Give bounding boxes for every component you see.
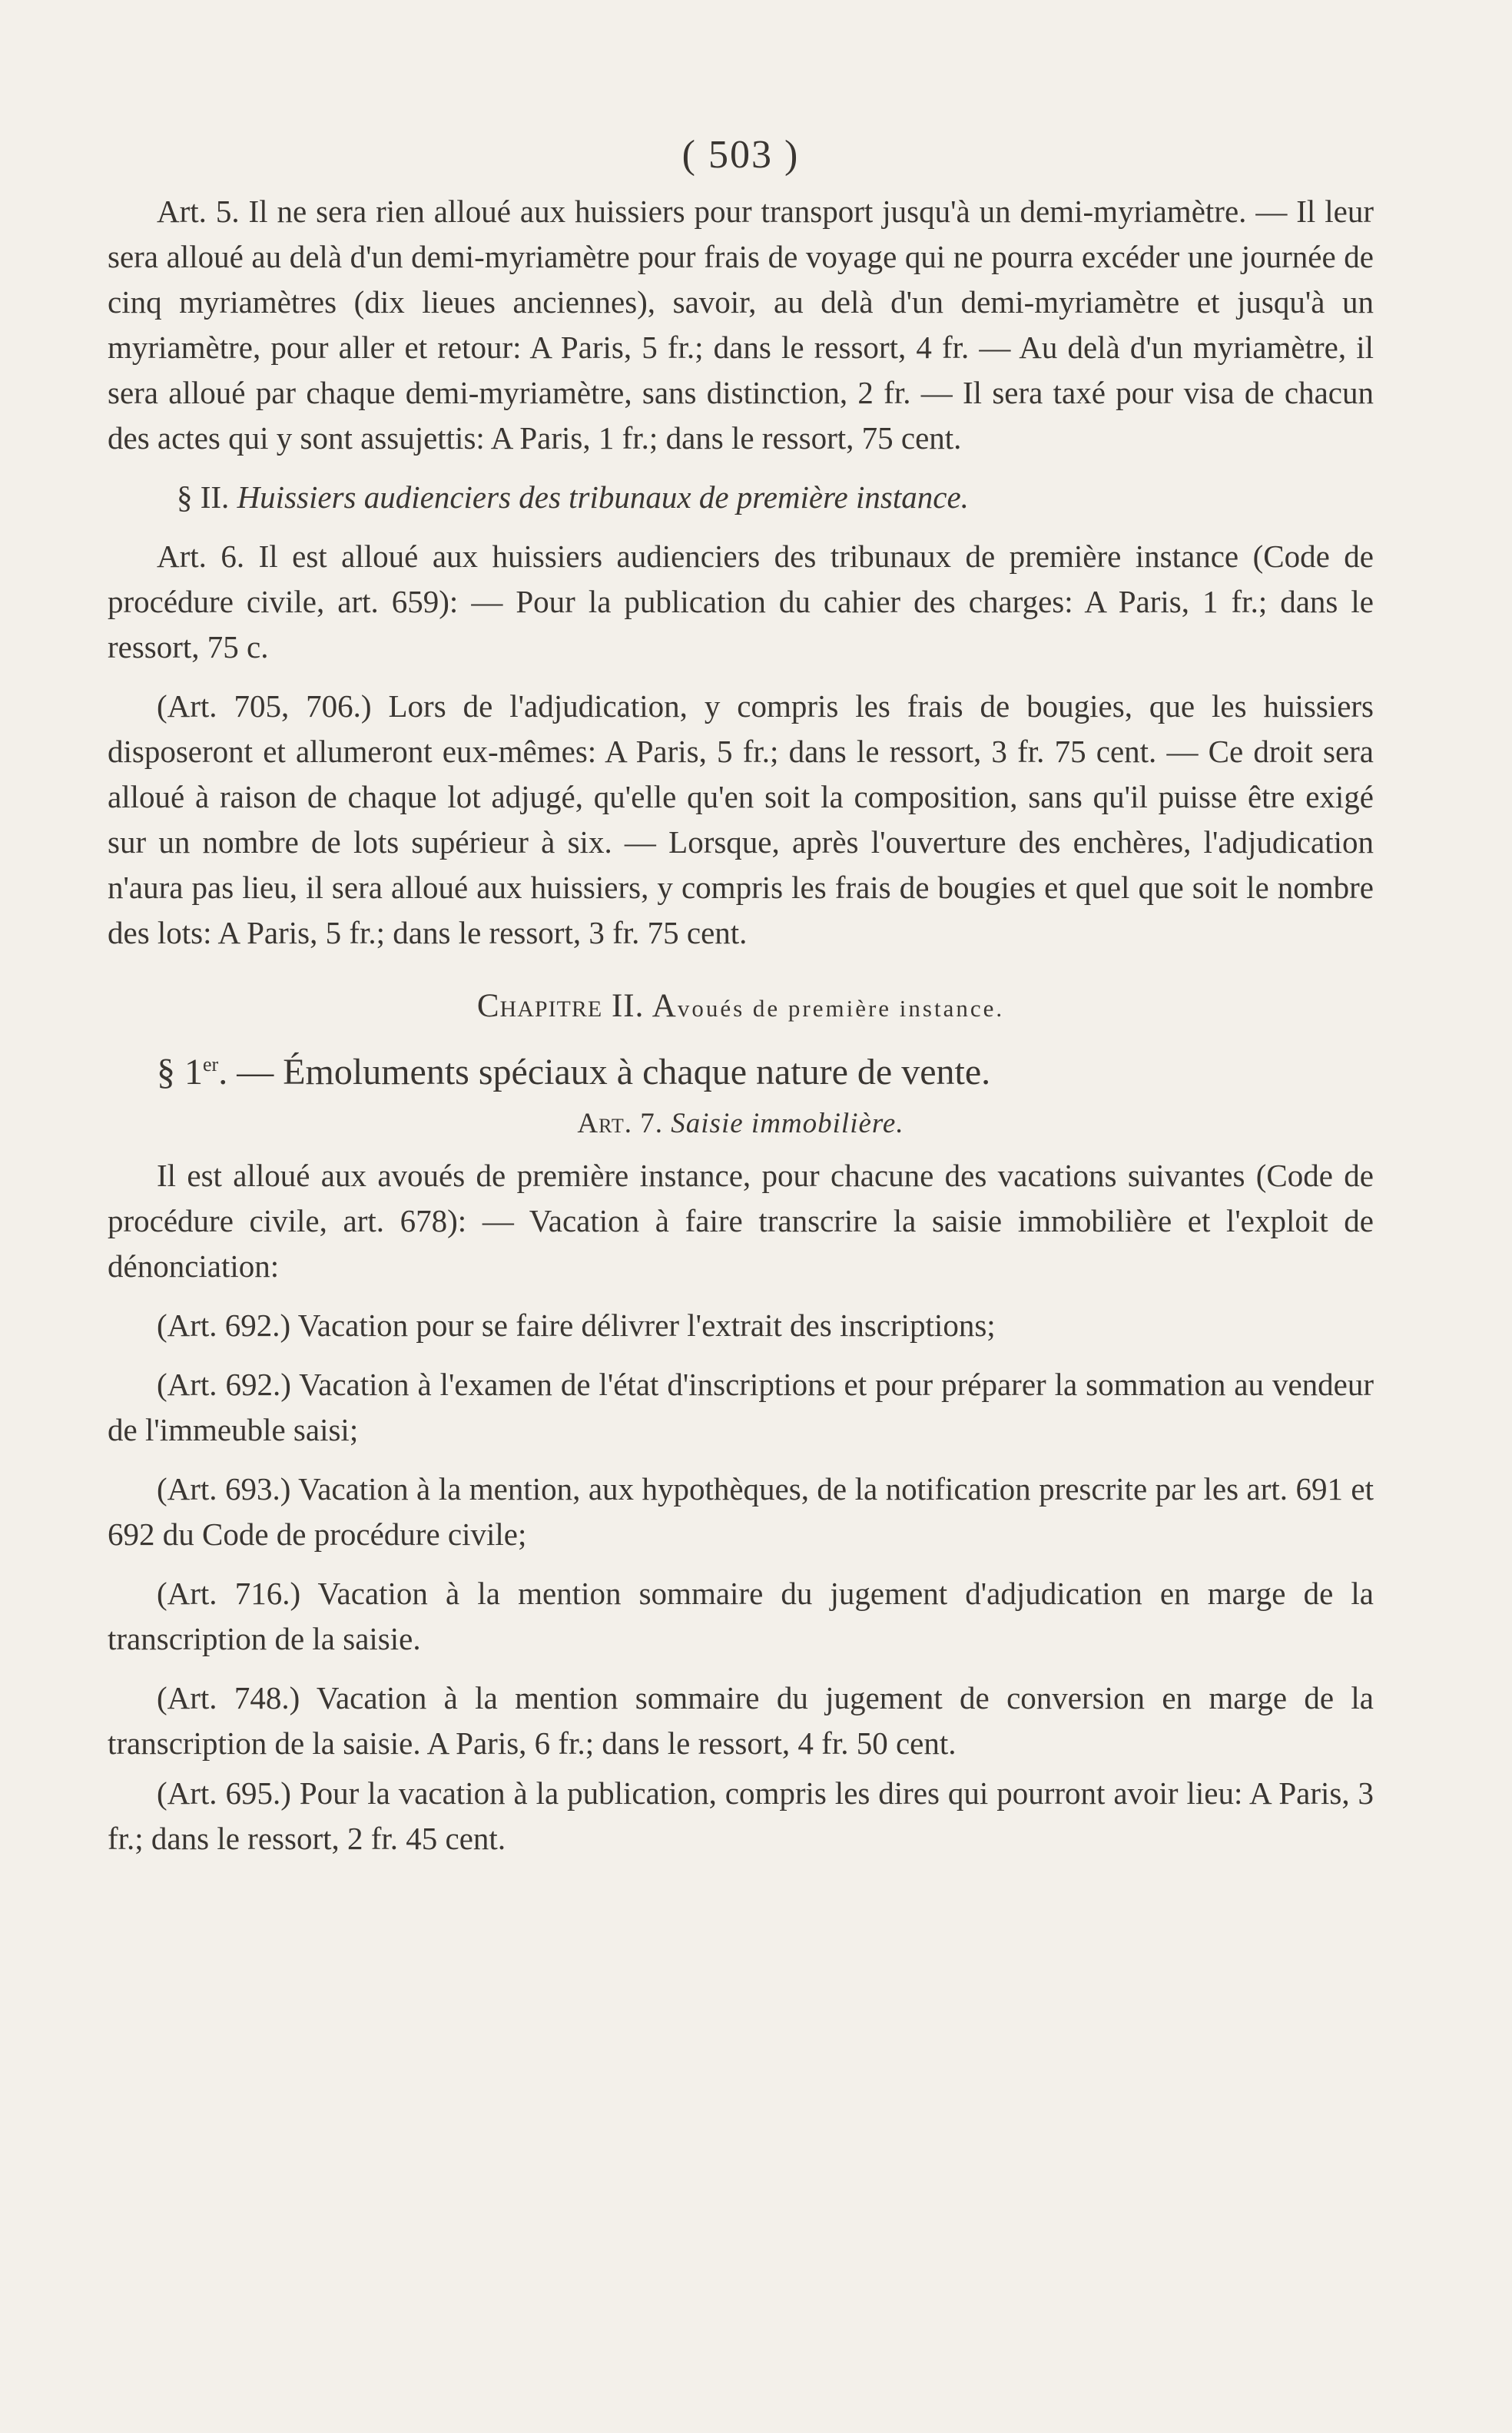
subsection-title: . — Émoluments spéciaux à chaque nature de vente. [218,1052,991,1092]
paragraph-art-693: (Art. 693.) Vacation à la mention, aux hypothèques, de la notification prescrite par les art. 691 et 692 du Code de procédure civile; [108,1471,1374,1552]
article-number: Art. 7. [577,1108,664,1139]
subsection-ordinal: er [203,1053,219,1076]
subsection-heading [108,1039,1374,1098]
article-heading-7 [108,1102,1374,1145]
section-number: § II. [177,479,230,515]
paragraph-art-692b: (Art. 692.) Vacation à l'examen de l'état d'inscriptions et pour préparer la sommation au vendeur de l'immeuble saisi; [108,1367,1374,1447]
chapter-title-initial: A [652,988,678,1024]
paragraph-art-705: (Art. 705, 706.) Lors de l'adjudication, y compris les frais de bougies, que les huissiers disposeront et allumeront eux-mêmes: A Paris, 5 fr.; dans le ressort, 3 fr. 75 cent. — Ce droit sera alloué à raison de chaque lot adjugé, qu'elle qu'en soit la composition, sans qu'il puisse être exigé sur un nombre de lots supérieur à six. — Lorsque, après l'ouverture des enchères, l'adjudication n'aura pas lieu, il sera alloué aux huissiers, y compris les frais de bougies et quel que soit le nombre des lots: A Paris, 5 fr.; dans le ressort, 3 fr. 75 cent. [108,688,1374,950]
subsection-number: § 1 [157,1052,203,1092]
chapter-heading [108,983,1374,1032]
paragraph-art-6: Art. 6. Il est alloué aux huissiers audienciers des tribunaux de première instance (Code de procédure civile, art. 659): — Pour la publication du cahier des charges: A Paris, 1 fr.; dans le ressort, 75 c. [108,539,1374,665]
chapter-title-rest: voués de première instance. [677,995,1005,1022]
paragraph-art-7-intro: Il est alloué aux avoués de première instance, pour chacune des vacations suivantes (Code de procédure civile, art. 678): — Vacation à faire transcrire la saisie immobilière et l'exploit de dénonciation: [108,1158,1374,1284]
paragraph-art-695: (Art. 695.) Pour la vacation à la publication, compris les dires qui pourront avoir lieu: A Paris, 3 fr.; dans le ressort, 2 fr. 45 cent. [108,1775,1374,1856]
section-heading-2 [108,475,1374,520]
section-title: Huissiers audienciers des tribunaux de première instance. [237,479,969,515]
paragraph-art-692a: (Art. 692.) Vacation pour se faire délivrer l'extrait des inscriptions; [157,1308,996,1343]
article-title: Saisie immobilière. [671,1108,904,1139]
paragraph-art-5: Art. 5. Il ne sera rien alloué aux huissiers pour transport jusqu'à un demi-myriamètre. — Il leur sera alloué au delà d'un demi-myriamètre pour frais de voyage qui ne pourra excéder une journée de cinq myriamètres (dix lieues anciennes), savoir, au delà d'un demi-myriamètre et jusqu'à un myriamètre, pour aller et retour: A Paris, 5 fr.; dans le ressort, 4 fr. — Au delà d'un myriamètre, il sera alloué par chaque demi-myriamètre, sans distinction, 2 fr. — Il sera taxé pour visa de chacun des actes qui y sont assujettis: A Paris, 1 fr.; dans le ressort, 75 cent. [108,194,1374,456]
paragraph-art-748: (Art. 748.) Vacation à la mention sommaire du jugement de conversion en marge de la transcription de la saisie. A Paris, 6 fr.; dans le ressort, 4 fr. 50 cent. [108,1680,1374,1761]
page-number: ( 503 ) [681,133,800,177]
paragraph-art-716: (Art. 716.) Vacation à la mention sommaire du jugement d'adjudication en marge de la transcription de la saisie. [108,1576,1374,1656]
chapter-label: Chapitre II. [476,988,645,1024]
